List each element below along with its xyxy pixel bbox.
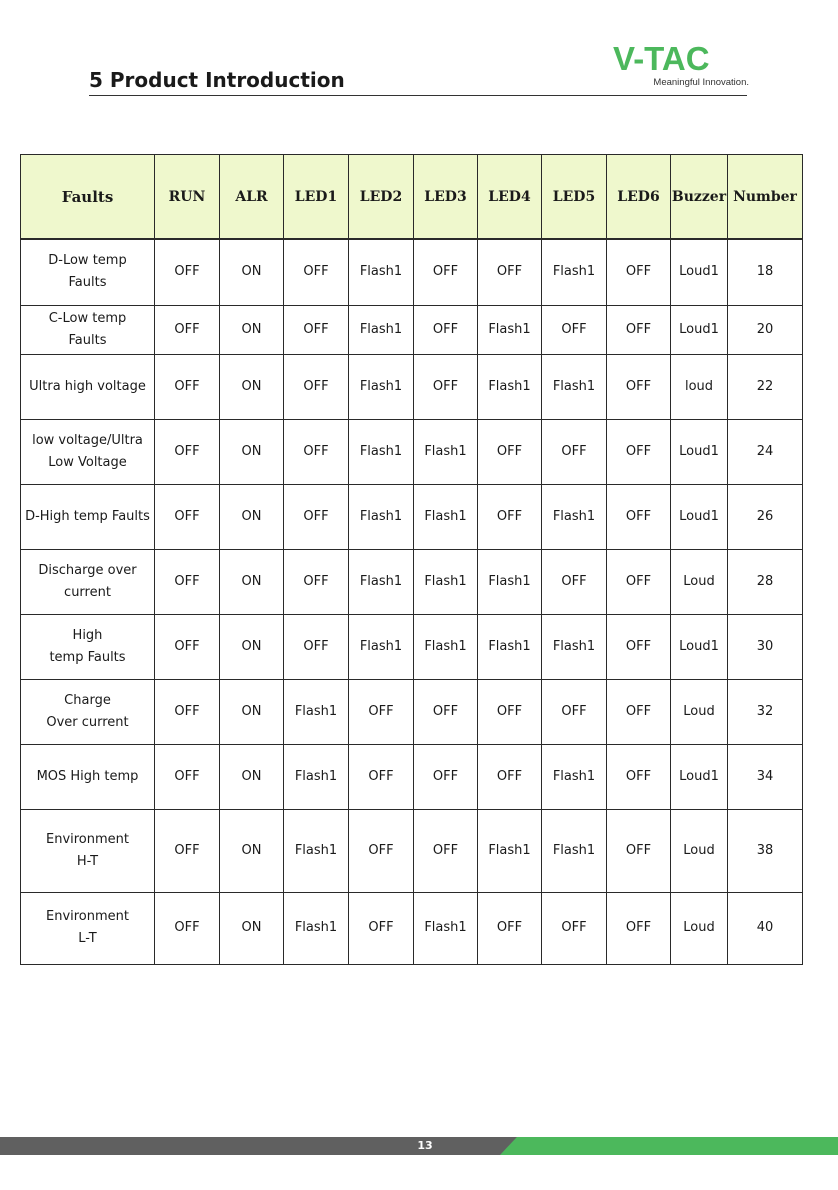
table-cell: OFF: [349, 744, 414, 809]
footer-bar-green: [500, 1137, 838, 1155]
column-header-faults: Faults: [21, 155, 155, 240]
table-cell: ON: [220, 239, 284, 305]
table-row: [21, 239, 803, 305]
table-cell: Flash1: [542, 354, 607, 419]
table-cell: 34: [728, 744, 803, 809]
column-header-number: Number: [728, 155, 803, 240]
table-cell: ON: [220, 679, 284, 744]
table-cell: Loud: [671, 679, 728, 744]
table-cell: loud: [671, 354, 728, 419]
column-header-led6: LED6: [607, 155, 671, 240]
table-cell: 18: [728, 239, 803, 305]
table-cell: OFF: [155, 809, 220, 892]
table-cell: ON: [220, 484, 284, 549]
logo-wordmark: V-TAC: [613, 40, 710, 77]
table-row: [21, 484, 803, 549]
table-cell: OFF: [155, 744, 220, 809]
table-cell: OFF: [478, 892, 542, 964]
table-cell: OFF: [284, 419, 349, 484]
table-cell: OFF: [284, 354, 349, 419]
table-cell: OFF: [284, 239, 349, 305]
table-cell: OFF: [607, 614, 671, 679]
table-cell: OFF: [607, 744, 671, 809]
table-cell: Flash1: [284, 744, 349, 809]
table-cell: OFF: [349, 679, 414, 744]
table-cell: OFF: [155, 892, 220, 964]
table-cell: Flash1: [542, 809, 607, 892]
table-cell: 22: [728, 354, 803, 419]
table-cell: OFF: [414, 305, 478, 354]
table-cell: 32: [728, 679, 803, 744]
table-cell: OFF: [607, 484, 671, 549]
table-cell: OFF: [155, 305, 220, 354]
table-cell: OFF: [542, 419, 607, 484]
table-cell: OFF: [542, 892, 607, 964]
table-cell: OFF: [414, 809, 478, 892]
table-cell: OFF: [349, 809, 414, 892]
table-cell: OFF: [478, 744, 542, 809]
fault-name-cell: High temp Faults: [21, 614, 155, 679]
table-cell: OFF: [414, 679, 478, 744]
table-cell: OFF: [414, 354, 478, 419]
table-cell: OFF: [155, 679, 220, 744]
page-number: 13: [417, 1139, 433, 1152]
brand-logo: [613, 42, 749, 88]
table-cell: Flash1: [414, 549, 478, 614]
table-cell: OFF: [284, 614, 349, 679]
table-cell: OFF: [607, 809, 671, 892]
table-cell: 40: [728, 892, 803, 964]
table-cell: OFF: [478, 679, 542, 744]
table-cell: ON: [220, 892, 284, 964]
table-cell: Flash1: [542, 484, 607, 549]
table-cell: OFF: [607, 354, 671, 419]
page-title: 5 Product Introduction: [89, 68, 345, 92]
fault-name-cell: D-Low temp Faults: [21, 239, 155, 305]
table-row: [21, 614, 803, 679]
table-cell: Flash1: [349, 354, 414, 419]
table-cell: Flash1: [349, 614, 414, 679]
fault-name-cell: D-High temp Faults: [21, 484, 155, 549]
column-header-run: RUN: [155, 155, 220, 240]
table-cell: OFF: [607, 549, 671, 614]
table-cell: OFF: [542, 549, 607, 614]
table-cell: OFF: [414, 239, 478, 305]
table-cell: OFF: [155, 419, 220, 484]
table-cell: Flash1: [478, 305, 542, 354]
column-header-led2: LED2: [349, 155, 414, 240]
table-cell: Flash1: [478, 549, 542, 614]
table-cell: Flash1: [414, 484, 478, 549]
fault-name-cell: Environment L-T: [21, 892, 155, 964]
table-cell: 26: [728, 484, 803, 549]
table-row: [21, 305, 803, 354]
table-cell: Flash1: [542, 744, 607, 809]
table-row: [21, 809, 803, 892]
table-row: [21, 549, 803, 614]
table-cell: 30: [728, 614, 803, 679]
table-cell: 20: [728, 305, 803, 354]
table-cell: ON: [220, 809, 284, 892]
table-cell: Loud1: [671, 614, 728, 679]
fault-name-cell: Ultra high voltage: [21, 354, 155, 419]
column-header-led1: LED1: [284, 155, 349, 240]
table-cell: Flash1: [349, 484, 414, 549]
table-cell: Flash1: [349, 239, 414, 305]
fault-name-cell: C-Low temp Faults: [21, 305, 155, 354]
table-row: [21, 354, 803, 419]
fault-name-cell: Environment H-T: [21, 809, 155, 892]
table-cell: OFF: [284, 484, 349, 549]
table-cell: Loud: [671, 549, 728, 614]
column-header-led4: LED4: [478, 155, 542, 240]
title-divider: [89, 95, 747, 96]
table-cell: ON: [220, 614, 284, 679]
table-cell: OFF: [478, 239, 542, 305]
column-header-alr: ALR: [220, 155, 284, 240]
table-cell: ON: [220, 305, 284, 354]
fault-name-cell: low voltage/Ultra Low Voltage: [21, 419, 155, 484]
table-cell: 24: [728, 419, 803, 484]
table-row: [21, 892, 803, 964]
table-row: [21, 744, 803, 809]
table-cell: Flash1: [414, 419, 478, 484]
table-cell: OFF: [478, 484, 542, 549]
table-cell: ON: [220, 354, 284, 419]
table-cell: Flash1: [284, 809, 349, 892]
table-cell: OFF: [284, 549, 349, 614]
table-cell: OFF: [607, 239, 671, 305]
table-cell: Flash1: [478, 354, 542, 419]
table-cell: Flash1: [349, 305, 414, 354]
table-cell: OFF: [155, 239, 220, 305]
table-cell: Loud1: [671, 744, 728, 809]
column-header-led3: LED3: [414, 155, 478, 240]
table-cell: 28: [728, 549, 803, 614]
table-cell: OFF: [542, 305, 607, 354]
table-cell: OFF: [607, 679, 671, 744]
fault-indicator-table: [20, 154, 803, 965]
table-cell: OFF: [155, 354, 220, 419]
table-cell: ON: [220, 419, 284, 484]
logo-tagline: Meaningful Innovation.: [653, 77, 749, 88]
table-cell: Loud1: [671, 484, 728, 549]
table-cell: Loud1: [671, 239, 728, 305]
table-cell: Loud: [671, 892, 728, 964]
table-cell: OFF: [478, 419, 542, 484]
fault-name-cell: Discharge over current: [21, 549, 155, 614]
table-cell: ON: [220, 744, 284, 809]
table-cell: 38: [728, 809, 803, 892]
table-cell: OFF: [155, 484, 220, 549]
table-cell: Loud1: [671, 305, 728, 354]
table-row: [21, 679, 803, 744]
fault-name-cell: Charge Over current: [21, 679, 155, 744]
table-cell: Flash1: [542, 614, 607, 679]
table-cell: OFF: [607, 892, 671, 964]
table-cell: Loud1: [671, 419, 728, 484]
table-header-row: [21, 155, 803, 240]
table-cell: OFF: [155, 614, 220, 679]
table-cell: OFF: [607, 419, 671, 484]
table-cell: Flash1: [349, 549, 414, 614]
footer-bar-gray: [0, 1137, 520, 1155]
table-cell: ON: [220, 549, 284, 614]
table-cell: Flash1: [542, 239, 607, 305]
table-row: [21, 419, 803, 484]
column-header-led5: LED5: [542, 155, 607, 240]
table-cell: Flash1: [284, 892, 349, 964]
table-cell: Flash1: [284, 679, 349, 744]
table-cell: OFF: [542, 679, 607, 744]
table-cell: OFF: [414, 744, 478, 809]
table-cell: Flash1: [349, 419, 414, 484]
table-cell: Flash1: [414, 892, 478, 964]
fault-name-cell: MOS High temp: [21, 744, 155, 809]
table-cell: OFF: [349, 892, 414, 964]
table-body: [21, 239, 803, 964]
table-cell: Flash1: [414, 614, 478, 679]
table-cell: Flash1: [478, 809, 542, 892]
table-cell: Flash1: [478, 614, 542, 679]
table-cell: OFF: [284, 305, 349, 354]
table-cell: OFF: [155, 549, 220, 614]
table-cell: OFF: [607, 305, 671, 354]
column-header-buzzer: Buzzer: [671, 155, 728, 240]
table-cell: Loud: [671, 809, 728, 892]
